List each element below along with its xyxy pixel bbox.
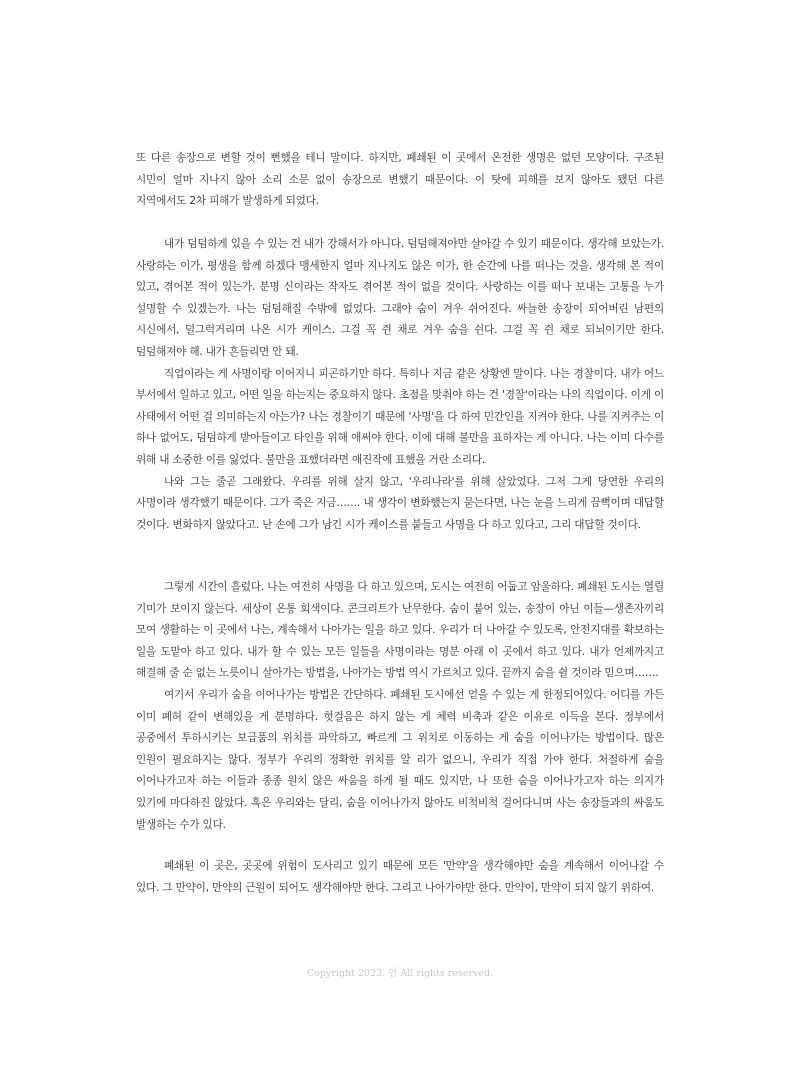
paragraph: 폐쇄된 이 곳은, 곳곳에 위험이 도사리고 있기 때문에 모든 '만약'을 생각해야만 숨을 계속해서 이어나갈 수 있다. 그 만약이, 만약의 근원이 되어도 생각해야만 한다. 그리고 나아가야만 한다. 만약이, 만약이 되지 않기 위하여. <box>136 860 664 894</box>
paragraph: 내가 덤덤하게 있을 수 있는 건 내가 강해서가 아니다. 덤덤해져야만 살아갈 수 있기 때문이다. 생각해 보았는가. 사랑하는 이가, 평생을 함께 하겠다 맹세한지 얼마 지나지도 않은 이가, 한 순간에 나를 떠나는 것을. 생각해 본 적이 있고, 겪어본 적이 있는가. 분명 신이라는 작자도 겪어본 적이 없을 것이다. 사랑하는 이를 떠나 보내는 고통을 누가 설명할 수 있겠는가. 나는 덤덤해질 수밖에 없었다. 그래야 숨이 겨우 쉬어진다. 싸늘한 송장이 되어버린 남편의 시신에서, 덜그럭거리며 나온 시가 케이스. 그걸 꼭 쥔 채로 겨우 숨을 쉰다. 그걸 꼭 쥔 채로 되뇌이기만 한다. 덤덤해져야 해. 내가 흔들리면 안 돼. <box>136 238 664 358</box>
paragraph: 여기서 우리가 숨을 이어나가는 방법은 간단하다. 폐쇄된 도시에선 얻을 수 있는 게 한정되어있다. 어디를 가든 이미 폐허 같이 변해있을 게 분명하다. 헛걸음은 하지 않는 게 체력 비축과 같은 이유로 이득을 본다. 정부에서 공중에서 투하시키는 보급품의 위치를 파악하고, 빠르게 그 위치로 이동하는 게 숨을 이어나가는 방법이다. 많은 인원이 필요하지는 않다. 정부가 우리의 정확한 위치를 알 리가 없으니, 우리가 직접 가야 한다. 처절하게 숨을 이어나가고자 하는 이들과 종종 원치 않은 싸움을 하게 될 때도 있지만, 나 또한 숨을 이어나가고자 하는 의지가 있기에 마다하진 않았다. 혹은 우리와는 달리, 숨을 이어나가지 않아도 비척비척 걸어다니며 사는 송장들과의 싸움도 발생하는 수가 있다. <box>136 688 664 831</box>
text-section-3 <box>136 577 664 836</box>
paragraph: 나와 그는 줄곧 그래왔다. 우리를 위해 살지 않고, '우리나라'를 위해 살았었다. 그저 그게 당연한 우리의 사명이라 생각했기 때문이다. 그가 죽은 지금……. 내 생각이 변화했는지 묻는다면, 나는 눈을 느리게 끔뻑이며 대답할 것이다. 변화하지 않았다고. 난 손에 그가 남긴 시가 케이스를 붙들고 사명을 다 하고 있다고, 그리 대답할 것이다. <box>136 475 664 531</box>
text-section-4 <box>136 856 664 899</box>
text-section-1 <box>136 148 664 213</box>
paragraph: 그렇게 시간이 흘렀다. 나는 여전히 사명을 다 하고 있으며, 도시는 여전히 어둡고 암울하다. 폐쇄된 도시는 열릴 기미가 보이지 않는다. 세상이 온통 회색이다. 콘크리트가 난무한다. 숨이 붙어 있는, 송장이 아닌 이들—생존자끼리 모여 생활하는 이 곳에서 나는, 계속해서 나아가는 일을 하고 있다. 우리가 더 나아갈 수 있도록, 안전지대를 확보하는 일을 도맡아 하고 있다. 내가 할 수 있는 모든 일들을 사명이라는 명분 아래 이 곳에서 하고 있다. 내가 언제까지고 해결해 줄 순 없는 노릇이니 살아가는 방법을, 나아가는 방법 역시 가르치고 있다. 끝까지 숨을 쉴 것이라 믿으며……. <box>136 581 664 680</box>
copyright-footer: Copyright 2023. 안 All rights reserved. <box>306 968 494 979</box>
paragraph: 또 다른 송장으로 변할 것이 뻔했을 테니 말이다. 하지만, 폐쇄된 이 곳에서 온전한 생명은 없던 모양이다. 구조된 시민이 얼마 지나지 않아 소리 소문 없이 송장으로 변했기 때문이다. 이 탓에 피해를 보지 않아도 됐던 다른 지역에서도 2차 피해가 발생하게 되었다. <box>136 152 664 208</box>
paragraph: 직업이라는 게 사명이랑 이어지니 피곤하기만 하다. 특히나 지금 같은 상황엔 말이다. 나는 경찰이다. 내가 어느 부서에서 일하고 있고, 어떤 일을 하는지는 중요하지 않다. 초점을 맞춰야 하는 건 '경찰'이라는 나의 직업이다. 이게 이 사태에서 어떤 걸 의미하는지 아는가? 나는 경찰이기 때문에 '사명'을 다 하여 민간인을 지켜야 한다. 나를 지켜주는 이 하나 없어도, 덤덤하게 받아들이고 타인을 위해 애써야 한다. 이에 대해 불만을 표하자는 게 아니다. 나는 이미 다수를 위해 내 소중한 이를 잃었다. 불만을 표했더라면 애진작에 표했을 거란 소리다. <box>136 367 664 466</box>
text-section-2 <box>136 234 664 536</box>
